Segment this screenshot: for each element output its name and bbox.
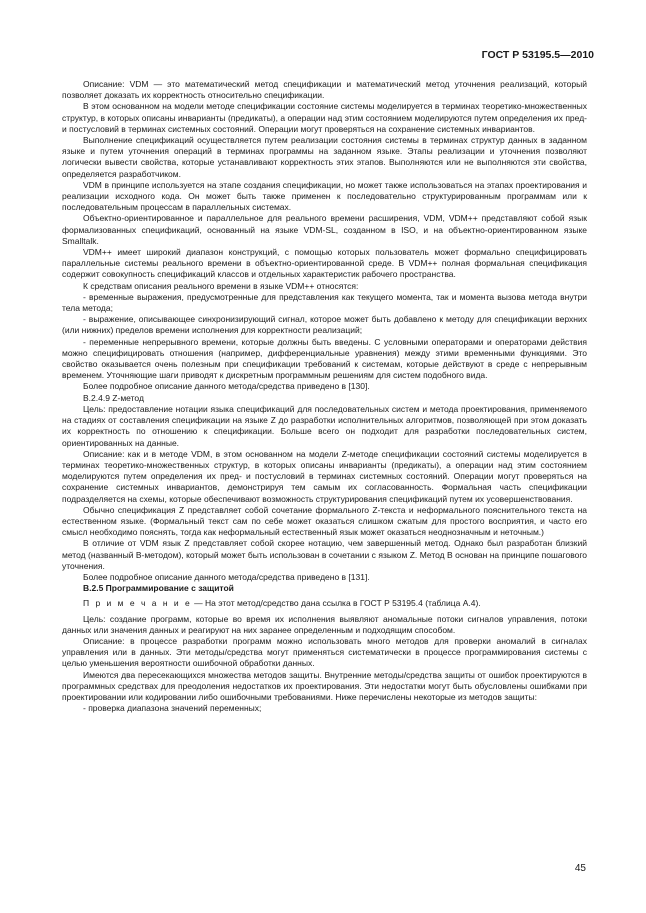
paragraph: Описание: как и в методе VDM, в этом основанном на модели Z-методе спецификации состояний системы моделируется в терминах теоретико-множественных структур, в которых описаны инварианты (предикаты), а операции над этим состоянием моделируются путем определения их пред- и постусловий в терминах системных состояний. Операции могут проверяться на сохранение системных инвариантов, демонстрируя тем самым их согласованность. Формальная часть спецификации подразделяется на схемы, которые обеспечивают возможность структурирования спецификаций путем их усовершенствования. [62, 448, 587, 504]
list-item: - проверка диапазона значений переменных; [83, 703, 262, 714]
list-item: - переменные непрерывного времени, которые должны быть введены. С условными операторами и операторами действия можно специфицировать отношения (например, дифференциальные уравнения) между этими временными функциями. Это свойство оказывается очень полезным при спецификации требований к системам, которые действуют в среде с непрерывным временем. Уточняющие шаги приводят к дискретным программным решениям для систем подобного вида. [62, 336, 587, 381]
paragraph: В этом основанном на модели методе спецификации состояние системы моделируется в терминах теоретико-множественных структур, в которых описаны инварианты (предикаты), а операции над этим состоянием моделируются путем определения их пред- и постусловий в терминах системных состояний. Операции могут проверяться на сохранение системных инвариантов. [62, 101, 587, 134]
paragraph: В отличие от VDM язык Z представляет собой скорее нотацию, чем завершенный метод. Однако был разработан близкий метод (названный В-методом), который может быть использован в сочетании с языком Z. Метод В основан на принципе пошагового уточнения. [62, 538, 587, 571]
note-text: — На этот метод/средство дана ссылка в ГОСТ Р 53195.4 (таблица А.4). [191, 598, 481, 609]
page-number: 45 [574, 863, 586, 874]
list-item: - выражение, описывающее синхронизирующий сигнал, которое может быть добавлено к методу для спецификации верхних (или нижних) пределов времени исполнения для корректности реализаций; [62, 314, 587, 336]
document-header: ГОСТ Р 53195.5—2010 [481, 49, 594, 61]
paragraph: VDM++ имеет широкий диапазон конструкций, с помощью которых пользователь может формально специфицировать параллельные системы реального времени в объектно-ориентированной среде. В VDM++ полная формальная спецификация содержит совокупность спецификаций классов и отдельных характеристик рабочего пространства. [62, 247, 587, 280]
paragraph: Описание: в процессе разработки программ можно использовать много методов для проверки аномалий в сигналах управления или в данных. Эти методы/средства могут применяться систематически в процессе программирования системы с целью уменьшения вероятности ошибочной обработки данных. [62, 635, 587, 669]
paragraph: Цель: предоставление нотации языка спецификаций для последовательных систем и метода проектирования, применяемого на стадиях от составления спецификации на языке Z до разработки исполнительных алгоритмов, позволяющей при этом доказать их корректность по отношению к спецификации. Больше всего он подходит для разработки последовательных систем, ориентированных на данные. [62, 403, 587, 448]
list-item: - временные выражения, предусмотренные для представления как текущего момента, так и момента вызова метода внутри тела метода; [62, 291, 587, 314]
paragraph: Более подробное описание данного метода/средства приведено в [130]. [83, 381, 370, 392]
paragraph: Объектно-ориентированное и параллельное для реального времени расширения, VDM, VDM++ представляют собой язык формализованных спецификаций, основанный на языке VDM-SL, созданном в ISO, и на объектно-ориентированном языке Smalltalk. [62, 213, 587, 246]
section-heading: В.2.5 Программирование с защитой [83, 583, 234, 594]
paragraph: К средствам описания реального времени в языке VDM++ относятся: [83, 280, 359, 291]
note [62, 598, 587, 609]
paragraph: Более подробное описание данного метода/средства приведено в [131]. [83, 571, 370, 582]
paragraph: Цель: создание программ, которые во время их исполнения выявляют аномальные потоки сигналов управления, потоки данных или значения данных и реагируют на них заранее определенным и подходящим способом. [62, 613, 587, 635]
paragraph: Выполнение спецификаций осуществляется путем реализации состояния системы в терминах структур данных в заданном языке и путем уточнения операций в терминах программы на заданном языке. Этапы реализации и уточнения позволяют логически вывести свойства, которые устанавливают корректность этих этапов. Выполняются или не выполняются эти свойства, определяется разработчиком. [62, 135, 587, 179]
subsection-heading: В.2.4.9 Z-метод [83, 392, 144, 403]
paragraph: Описание: VDM — это математический метод спецификации и математический метод уточнения реализаций, который позволяет доказать их корректность относительно спецификации. [62, 79, 587, 101]
note-label: П р и м е ч а н и е [83, 598, 192, 609]
paragraph: VDM в принципе используется на этапе создания спецификации, но может также использоваться на этапах проектирования и реализации исходного кода. Он может быть также применен к последовательно структурированным программам или к последовательным процессам в параллельных системах. [62, 179, 587, 213]
paragraph: Обычно спецификация Z представляет собой сочетание формального Z-текста и неформального пояснительного текста на естественном языке. (Формальный текст сам по себе может оказаться слишком сжатым для простого восприятия, и часто его смысл необходимо пояснять, тогда как неформальный естественный язык может оказаться неоднозначным и неточным.) [62, 504, 587, 538]
page-content [62, 79, 587, 714]
paragraph: Имеются два пересекающихся множества методов защиты. Внутренние методы/средства защиты от ошибок проектируются в программных средствах для преодоления недостатков их проектирования. Эти недостатки могут быть обусловлены ошибками при проектировании или кодировании либо ошибочными требованиями. Ниже перечислены некоторые из методов защиты: [62, 669, 587, 702]
